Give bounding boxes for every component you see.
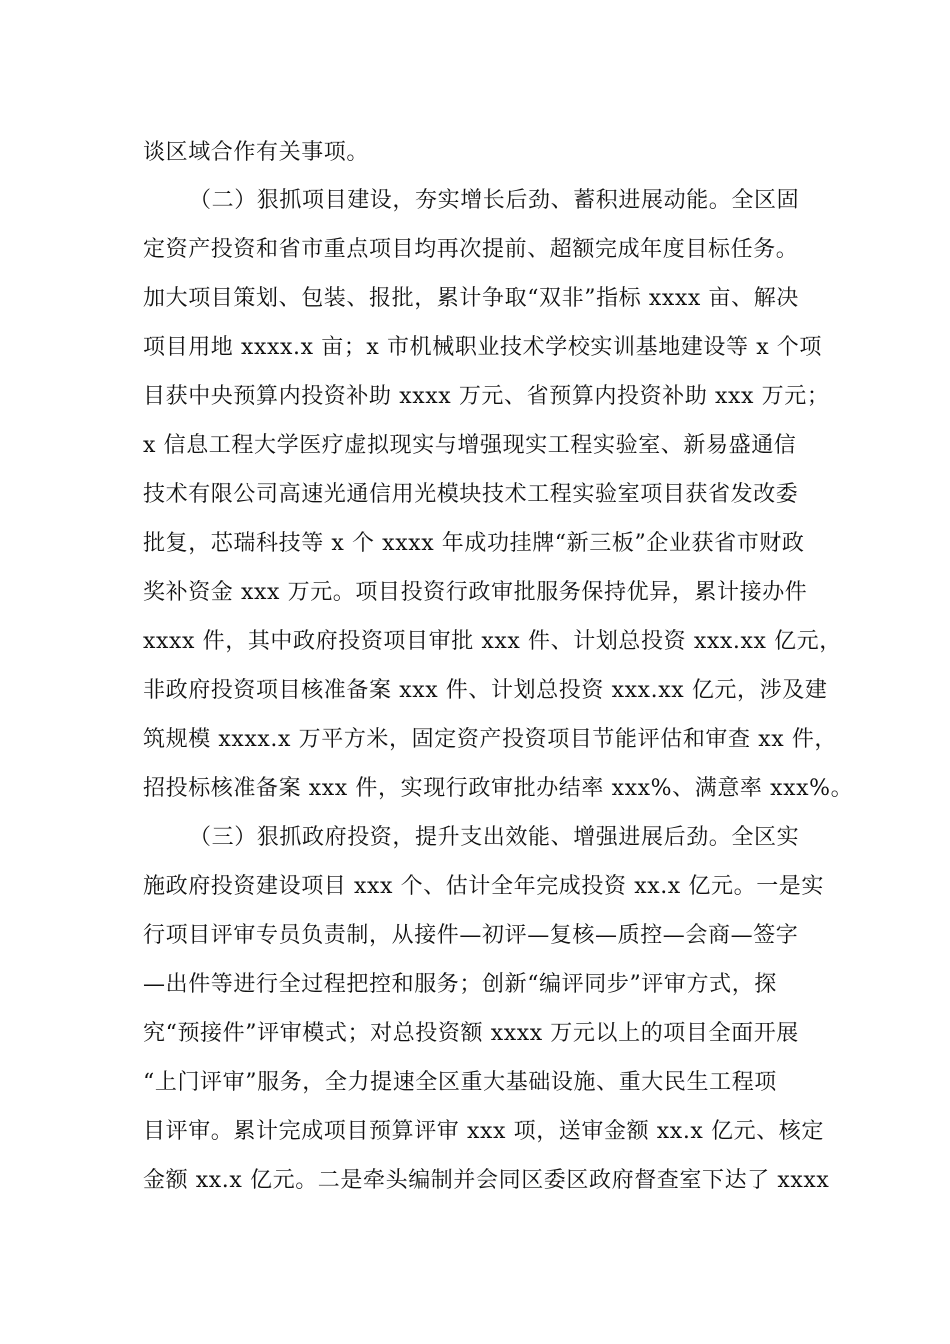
text-line-15: （三）狠抓政府投资，提升支出效能、增强进展后劲。全区实: [189, 825, 800, 850]
text-line-18: —出件等进行全过程把控和服务；创新“编评同步”评审方式，探: [143, 972, 777, 997]
text-line-8: 技术有限公司高速光通信用光模块技术工程实验室项目获省发改委: [143, 482, 799, 507]
text-line-4: 加大项目策划、包装、报批，累计争取“双非”指标 xxxx 亩、解决: [143, 286, 799, 311]
text-line-17: 行项目评审专员负责制，从接件—初评—复核—质控—会商—签字: [143, 923, 799, 948]
text-line-10: 奖补资金 xxx 万元。项目投资行政审批服务保持优异，累计接办件: [143, 580, 808, 605]
text-line-21: 目评审。累计完成项目预算评审 xxx 项，送审金额 xx.x 亿元、核定: [143, 1119, 825, 1144]
text-line-13: 筑规模 xxxx.x 万平方米，固定资产投资项目节能评估和审查 xx 件，: [143, 727, 838, 752]
text-line-19: 究“预接件”评审模式；对总投资额 xxxx 万元以上的项目全面开展: [143, 1021, 799, 1046]
text-line-9: 批复，芯瑞科技等 x 个 xxxx 年成功挂牌“新三板”企业获省市财政: [143, 531, 805, 556]
text-line-16: 施政府投资建设项目 xxx 个、估计全年完成投资 xx.x 亿元。一是实: [143, 874, 825, 899]
text-line-7: x 信息工程大学医疗虚拟现实与增强现实工程实验室、新易盛通信: [143, 433, 797, 458]
text-line-14: 招投标核准备案 xxx 件，实现行政审批办结率 xxx%、满意率 xxx%。: [143, 776, 854, 801]
text-line-3: 定资产投资和省市重点项目均再次提前、超额完成年度目标任务。: [143, 237, 799, 262]
text-line-1: 谈区域合作有关事项。: [143, 140, 370, 165]
text-line-12: 非政府投资项目核准备案 xxx 件、计划总投资 xxx.xx 亿元，涉及建: [143, 678, 828, 703]
text-line-20: “上门评审”服务，全力提速全区重大基础设施、重大民生工程项: [143, 1070, 777, 1095]
text-line-11: xxxx 件，其中政府投资项目审批 xxx 件、计划总投资 xxx.xx 亿元，: [143, 629, 842, 654]
text-line-22: 金额 xx.x 亿元。二是牵头编制并会同区委区政府督查室下达了 xxxx: [143, 1168, 830, 1193]
text-line-2: （二）狠抓项目建设，夯实增长后劲、蓄积进展动能。全区固: [189, 188, 800, 213]
text-line-5: 项目用地 xxxx.x 亩；x 市机械职业技术学校实训基地建设等 x 个项: [143, 335, 823, 360]
text-line-6: 目获中央预算内投资补助 xxxx 万元、省预算内投资补助 xxx 万元；: [143, 384, 830, 409]
